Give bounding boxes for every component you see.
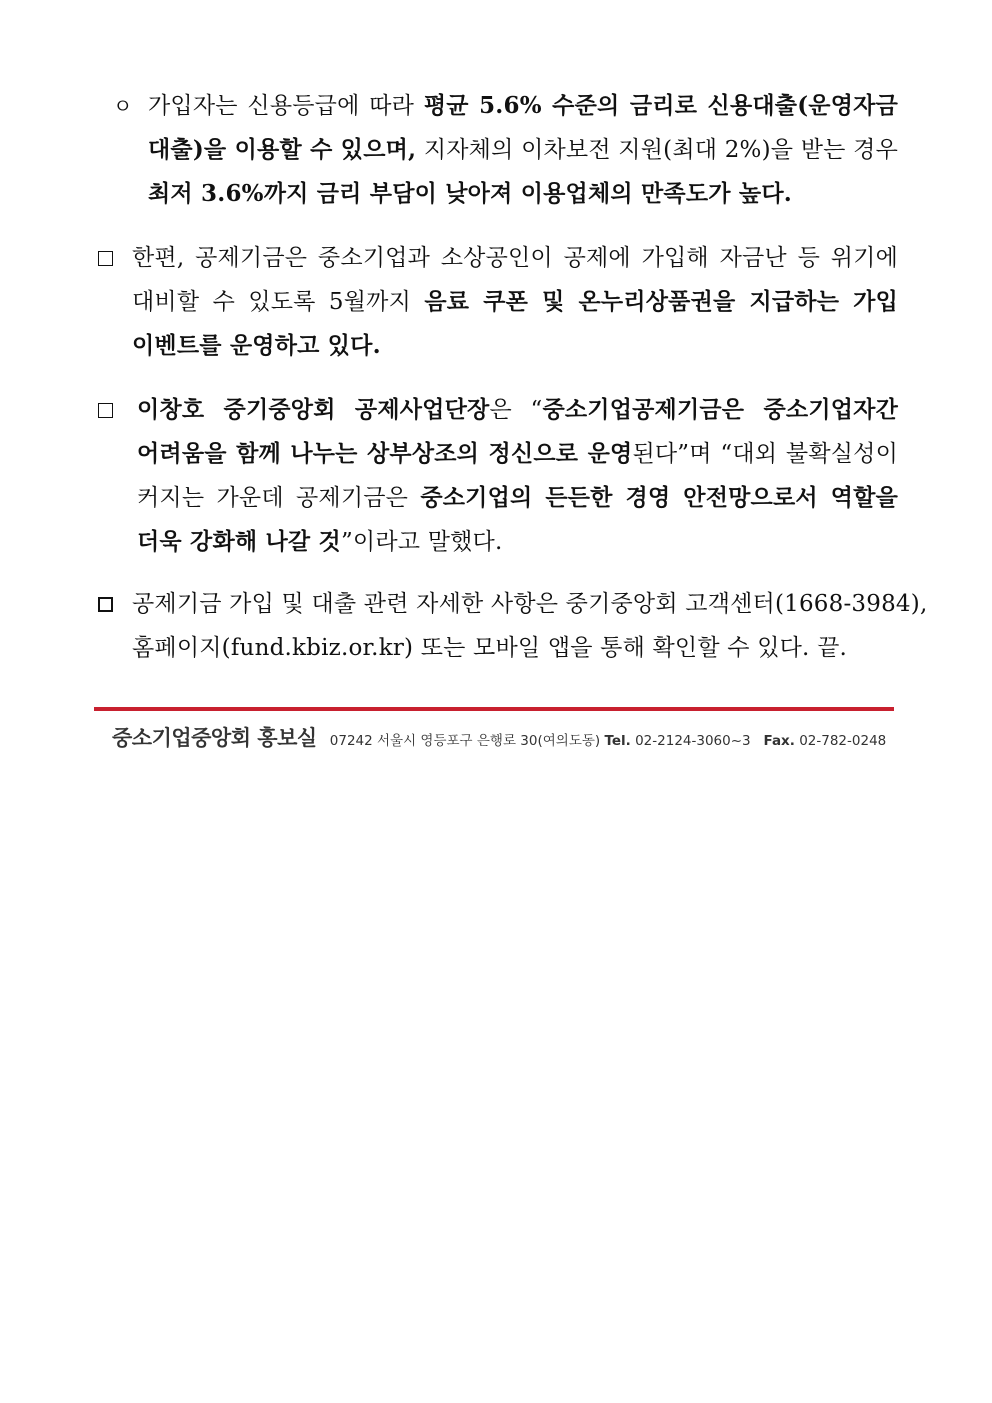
bold-text: 최저 3.6%까지 금리 부담이 낮아져 이용업체의 만족도가 높다. <box>148 180 792 207</box>
bold-text: 평균 5.6% 수준의 금리로 신용대출(운영자금 <box>423 92 898 119</box>
paragraph-contact <box>132 582 928 670</box>
body-text: 커지는 가운데 공제기금은 <box>137 485 421 511</box>
square-marker <box>98 236 113 282</box>
footer-divider <box>94 707 894 711</box>
footer-tel: 02-2124-3060~3 <box>635 733 751 749</box>
body-text: 공제기금 가입 및 대출 관련 자세한 사항은 중기중앙회 고객센터(1668-3984), <box>132 591 928 617</box>
square-marker <box>98 582 113 628</box>
footer-address-text: 07242 서울시 영등포구 은행로 30(여의도동) <box>329 733 601 749</box>
body-text: 가입자는 신용등급에 따라 <box>148 93 424 119</box>
bold-text: 음료 쿠폰 및 온누리상품권을 지급하는 가입 <box>424 288 899 315</box>
body-text: 지자체의 이차보전 지원(최대 2%)을 받는 경우 <box>416 137 899 163</box>
bold-text: 이창호 중기중앙회 공제사업단장 <box>137 396 490 423</box>
paragraph-event <box>132 236 898 368</box>
body-text: 한편, 공제기금은 중소기업과 소상공인이 공제에 가입해 자금난 등 위기에 <box>132 245 898 271</box>
bullet-circle-marker: ㅇ <box>113 94 133 118</box>
body-text: 된다”며 “대외 불확실성이 <box>632 441 898 467</box>
paragraph-loan-rate <box>148 84 898 216</box>
footer-fax-label: Fax. <box>763 733 795 749</box>
square-marker <box>98 388 113 434</box>
footer <box>112 722 886 752</box>
bold-text: 중소기업의 든든한 경영 안전망으로서 역할을 <box>420 484 898 511</box>
paragraph-line <box>137 388 898 432</box>
paragraph-line <box>137 520 898 564</box>
bold-text: 어려움을 함께 나누는 상부상조의 정신으로 운영 <box>137 440 633 467</box>
paragraph-line <box>137 476 898 520</box>
paragraph-line <box>137 432 898 476</box>
paragraph-line <box>132 324 898 368</box>
body-text: 은 “ <box>489 397 543 423</box>
bold-text: 이벤트를 운영하고 있다. <box>132 332 381 359</box>
paragraph-line <box>148 172 898 216</box>
paragraph-line <box>132 236 898 280</box>
body-text: ”이라고 말했다. <box>340 529 503 555</box>
footer-address <box>330 733 886 749</box>
paragraph-line <box>148 84 898 128</box>
paragraph-line <box>148 128 898 172</box>
paragraph-quote <box>137 388 898 564</box>
bold-text: 중소기업공제기금은 중소기업자간 <box>542 396 899 423</box>
body-text: 대비할 수 있도록 5월까지 <box>132 289 425 315</box>
bold-text: 대출)을 이용할 수 있으며, <box>148 136 417 163</box>
bold-text: 더욱 강화해 나갈 것 <box>137 528 341 555</box>
paragraph-line <box>132 582 928 626</box>
body-text: 홈페이지(fund.kbiz.or.kr) 또는 모바일 앱을 통해 확인할 수 있다. 끝. <box>132 635 847 661</box>
footer-fax: 02-782-0248 <box>799 733 887 749</box>
paragraph-line <box>132 626 898 670</box>
paragraph-line <box>132 280 898 324</box>
footer-tel-label: Tel. <box>604 733 631 749</box>
footer-org-name: 중소기업중앙회 홍보실 <box>112 726 317 750</box>
